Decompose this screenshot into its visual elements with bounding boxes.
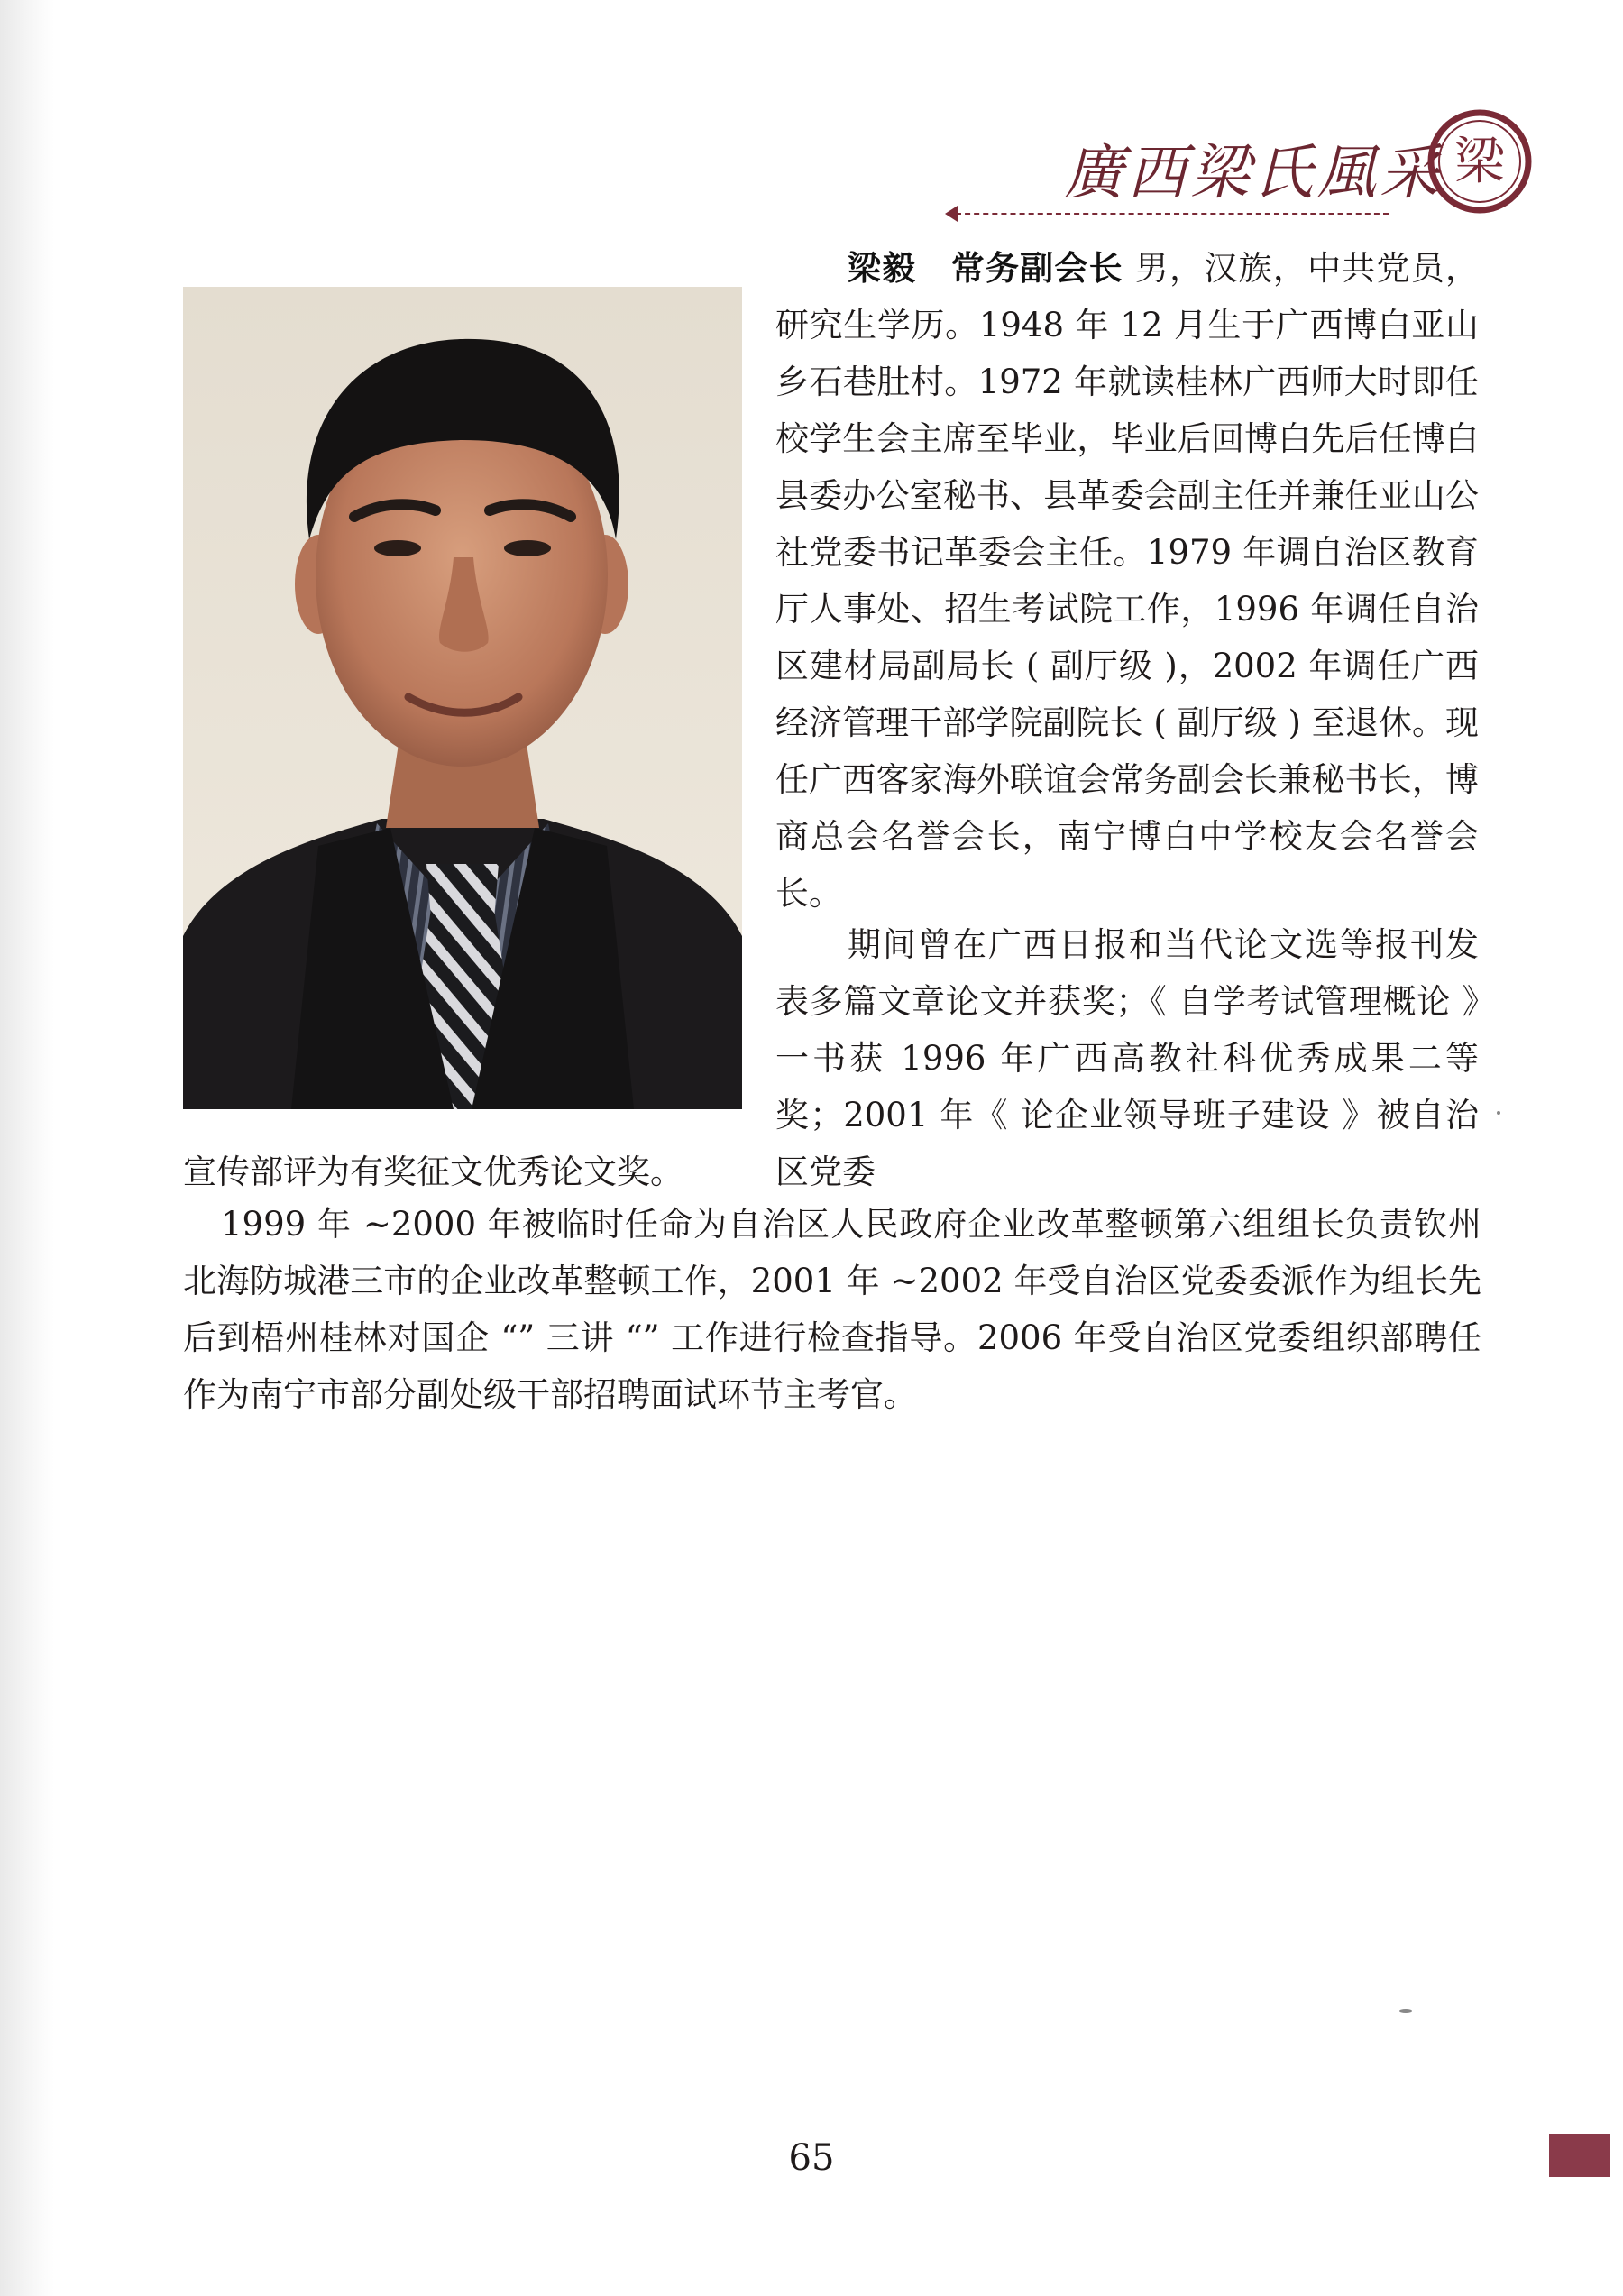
page-header [1064,108,1533,225]
scan-speck [1399,2009,1412,2013]
header-dashed-line [956,213,1389,216]
seal-stamp-icon [1426,108,1533,215]
scan-edge-shadow [0,0,54,2296]
page-number: 65 [788,2137,835,2179]
header-calligraphy-title: 廣西梁氏風采 [1064,138,1443,207]
bio-paragraph-career: 1999 年 ~2000 年被临时任命为自治区人民政府企业改革整顿第六组组长负责钦州北海防城港三市的企业改革整顿工作，2001 年 ~2002 年受自治区党委委派作为组长先后到梧州桂林对国企 “” 三讲 “” 工作进行检查指导。2006 年受自治区党委组织部聘任作为南宁市部分副处级干部招聘面试环节主考官。 [183,1205,1481,1414]
bio-paragraph-publications: 期间曾在广西日报和当代论文选等报刊发表多篇文章论文并获奖；《 自学考试管理概论 》一书获 1996 年广西高教社科优秀成果二等奖；2001 年《 论企业领导班子建设 》被自治区党委 [775,925,1479,1191]
bio-paragraph-intro [775,240,1479,922]
portrait-photo [183,287,742,1109]
seal-character: 梁 [1454,133,1505,191]
person-name-title: 梁毅 常务副会长 [848,249,1123,288]
scan-speck [1497,1111,1500,1115]
bio-paragraph-publications-tail: 宣传部评为有奖征文优秀论文奖。 [183,1153,683,1191]
bio-intro-text: 男，汉族，中共党员，研究生学历。1948 年 12 月生于广西博白亚山乡石巷肚村。1972 年就读桂林广西师大时即任校学生会主席至毕业，毕业后回博白先后任博白县委办公室秘书、县革委会副主任并兼任亚山公社党委书记革委会主任。1979 年调自治区教育厅人事处、招生考试院工作，1996 年调任自治区建材局副局长 ( 副厅级 )，2002 年调任广西经济管理干部学院副院长 ( 副厅级 ) 至退休。现任广西客家海外联谊会常务副会长兼秘书长，博商总会名誉会长，南宁博白中学校友会名誉会长。 [775,249,1480,913]
corner-color-tab [1549,2134,1610,2177]
